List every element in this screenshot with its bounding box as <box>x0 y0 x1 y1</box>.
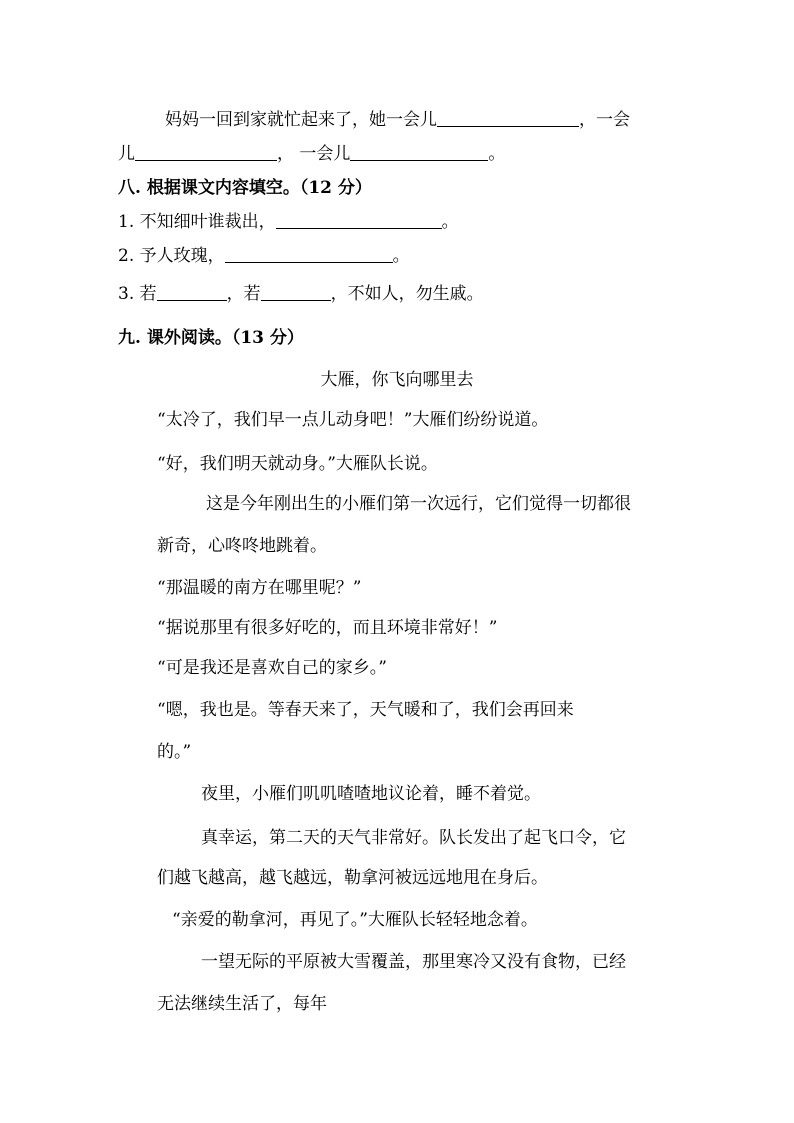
answer-blank[interactable] <box>350 142 488 161</box>
question-text: ，若 <box>226 284 261 304</box>
question-text: 3. 若 <box>118 284 157 304</box>
fill-in-text: ， 一会儿 <box>277 144 351 164</box>
paragraph: 夜里，小雁们叽叽喳喳地议论着，睡不着觉。 <box>201 784 541 804</box>
story-title: 大雁，你飞向哪里去 <box>320 370 474 390</box>
fill-in-text: 儿 <box>118 144 135 164</box>
section-9-heading: 九. 课外阅读。（13 分） <box>118 328 304 348</box>
paragraph: “嗯，我也是。等春天来了，天气暖和了，我们会再回来 <box>157 700 574 720</box>
question-2 <box>118 244 410 268</box>
paragraph: 一望无际的平原被大雪覆盖，那里寒冷又没有食物，已经 <box>201 952 626 972</box>
question-1 <box>118 210 459 234</box>
paragraph-continuation: 无法继续生活了，每年 <box>157 994 327 1014</box>
fill-in-text: ，一会 <box>579 110 630 130</box>
answer-blank[interactable] <box>261 282 331 301</box>
paragraph-continuation: 们越飞越高，越飞越远，勒拿河被远远地甩在身后。 <box>157 868 548 888</box>
answer-blank[interactable] <box>276 210 442 229</box>
paragraph: “据说那里有很多好吃的，而且环境非常好！” <box>157 618 498 638</box>
section-8-heading: 八. 根据课文内容填空。（12 分） <box>118 178 372 198</box>
answer-blank[interactable] <box>135 142 277 161</box>
paragraph-continuation: 的。” <box>157 742 192 762</box>
question-text: 。 <box>441 212 459 232</box>
question-text: ，不如人，勿生戚。 <box>330 284 484 304</box>
paragraph: 这是今年刚出生的小雁们第一次远行，它们觉得一切都很 <box>206 494 631 514</box>
paragraph: “太冷了，我们早一点儿动身吧！”大雁们纷纷说道。 <box>157 410 549 430</box>
fill-in-text: 。 <box>488 144 506 164</box>
answer-blank[interactable] <box>225 244 393 263</box>
question-3 <box>118 282 484 306</box>
question-text: 1. 不知细叶谁裁出， <box>118 212 276 232</box>
paragraph: “好，我们明天就动身。”大雁队长说。 <box>157 454 438 474</box>
paragraph-continuation: 新奇，心咚咚地跳着。 <box>157 536 327 556</box>
question-text: 2. 予人玫瑰， <box>118 246 225 266</box>
answer-blank[interactable] <box>157 282 227 301</box>
fill-in-line-1 <box>165 108 630 132</box>
paragraph: “亲爱的勒拿河，再见了。”大雁队长轻轻地念着。 <box>172 910 538 930</box>
paragraph: “可是我还是喜欢自己的家乡。” <box>157 658 387 678</box>
fill-in-line-2 <box>118 142 505 166</box>
question-text: 。 <box>392 246 410 266</box>
answer-blank[interactable] <box>437 108 579 127</box>
paragraph: “那温暖的南方在哪里呢？” <box>157 578 362 598</box>
fill-in-text: 妈妈一回到家就忙起来了，她一会儿 <box>165 110 437 130</box>
paragraph: 真幸运，第二天的天气非常好。队长发出了起飞口令，它 <box>201 828 626 848</box>
